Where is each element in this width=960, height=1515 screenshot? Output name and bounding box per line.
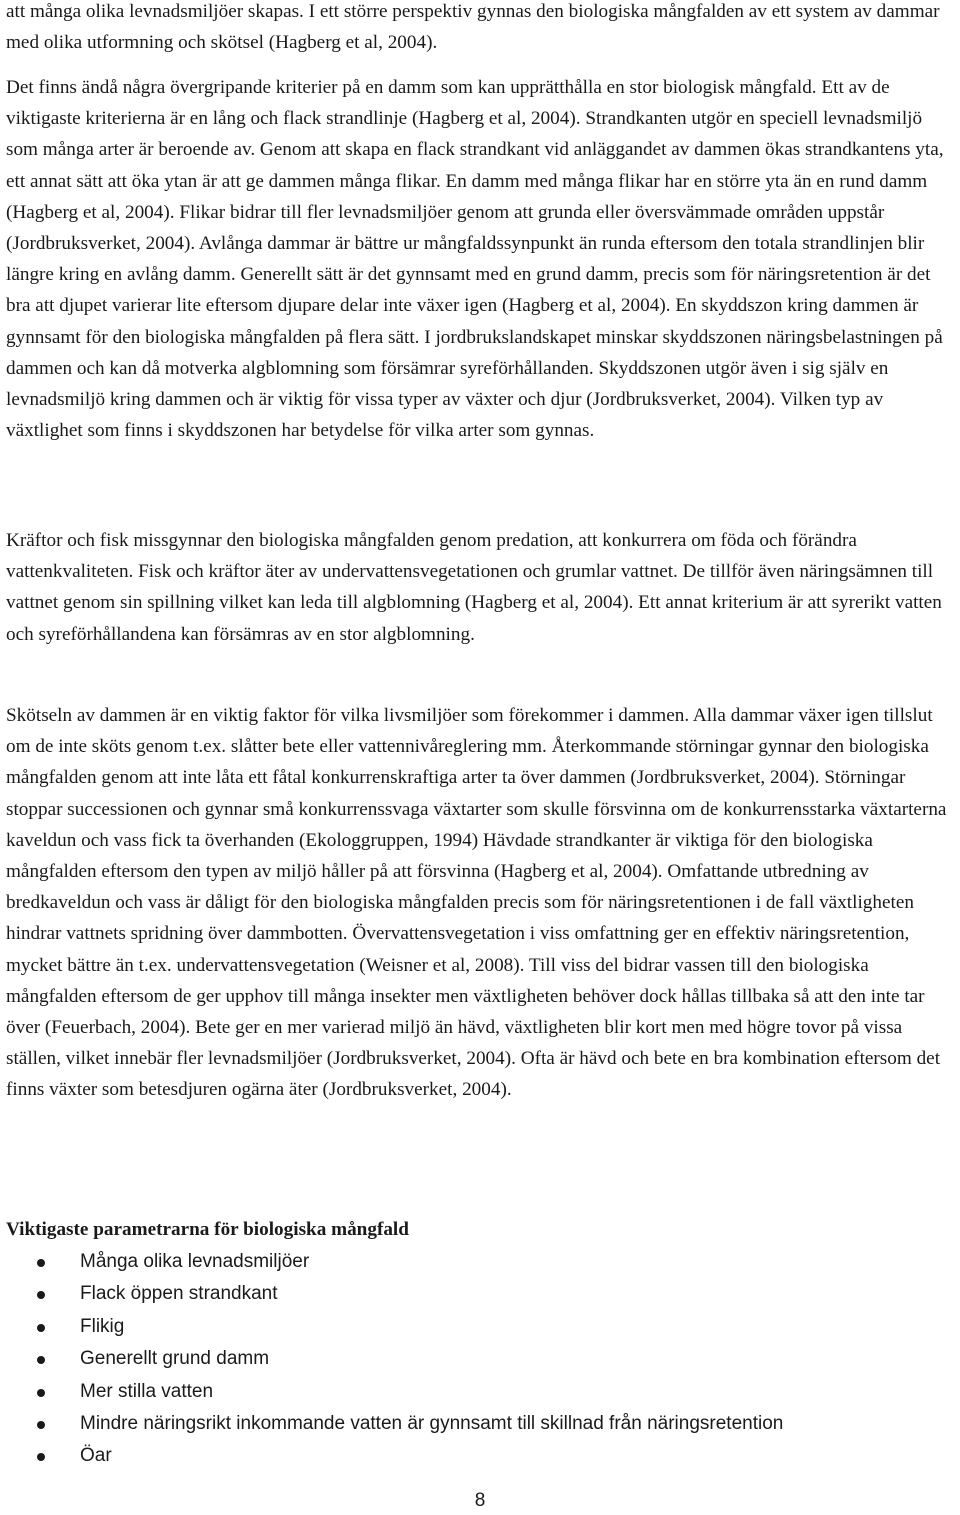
paragraph-fish-crayfish: Kräftor och fisk missgynnar den biologiska mångfalden genom predation, att konkurrera om föda och förändra vattenkvaliteten. Fisk och kräftor äter av undervattensvegetationen och grumlar vattnet. De tillför även näringsämnen till vattnet genom sin spillning vilket kan leda till algblomning (Hagberg et al, 2004). Ett annat kriterium är att syrerikt vatten och syreförhållandena kan försämras av en stor algblomning.	[6, 530, 942, 645]
bullet-icon	[37, 1421, 45, 1429]
list-item	[6, 1408, 783, 1440]
page-number: 8	[474, 1490, 486, 1511]
list-item	[6, 1343, 783, 1375]
list-item-label: Mindre näringsrikt inkommande vatten är gynnsamt till skillnad från näringsretention	[80, 1413, 784, 1435]
list-item	[6, 1246, 783, 1278]
list-item	[6, 1278, 783, 1310]
list-item-label: Många olika levnadsmiljöer	[80, 1251, 310, 1272]
list-item-label: Generellt grund damm	[80, 1348, 270, 1370]
list-item-label: Mer stilla vatten	[80, 1380, 214, 1402]
list-item	[6, 1376, 783, 1408]
paragraph-criteria: Det finns ändå några övergripande kriterier på en damm som kan upprätthålla en stor biologisk mångfald. Ett av de viktigaste kriterierna är en lång och flack strandlinje (Hagberg et al, 2004). Strandkanten utgör en speciell levnadsmiljö som många arter är beroende av. Genom att skapa en flack strandkant vid anläggandet av dammen ökas strandkantens yta, ett annat sätt att öka ytan är att ge dammen många flikar. En damm med många flikar har en större yta än en rund damm (Hagberg et al, 2004). Flikar bidrar till fler levnadsmiljöer genom att grunda eller översvämmade områden uppstår (Jordbruksverket, 2004). Avlånga dammar är bättre ur mångfaldssynpunkt än runda eftersom den totala strandlinjen blir längre kring en avlång damm. Generellt sätt är det gynnsamt med en grund damm, precis som för näringsretention är det bra att djupet varierar lite eftersom djupare delar inte växer igen (Hagberg et al, 2004). En skyddszon kring dammen är gynnsamt för den biologiska mångfalden på flera sätt. I jordbrukslandskapet minskar skyddszonen näringsbelastningen på dammen och kan då motverka algblomning som försämrar syreförhållanden. Skyddszonen utgör även i sig själv en levnadsmiljö kring dammen och är viktig för vissa typer av växter och djur (Jordbruksverket, 2004). Vilken typ av växtlighet som finns i skyddszonen har betydelse för vilka arter som gynnas.	[6, 77, 944, 442]
bullet-icon	[37, 1291, 45, 1299]
bullet-icon	[37, 1259, 45, 1267]
list-item	[6, 1311, 783, 1343]
bullet-icon	[37, 1453, 45, 1461]
bullet-icon	[37, 1324, 45, 1332]
bullet-icon	[37, 1389, 45, 1397]
list-item	[6, 1440, 783, 1472]
list-item-label: Flack öppen strandkant	[80, 1283, 278, 1305]
bullet-icon	[37, 1356, 45, 1364]
paragraph-intro-continuation: att många olika levnadsmiljöer skapas. I ett större perspektiv gynnas den biologiska mångfalden av ett system av dammar med olika utformning och skötsel (Hagberg et al, 2004).	[6, 1, 940, 54]
list-item-label: Flikig	[80, 1315, 125, 1337]
paragraph-management: Skötseln av dammen är en viktig faktor för vilka livsmiljöer som förekommer i dammen. Alla dammar växer igen tillslut om de inte sköts genom t.ex. slåtter bete eller vattennivåreglering mm. Återkommande störningar gynnar den biologiska mångfalden genom att inte låta ett fåtal konkurrenskraftiga arter ta över dammen (Jordbruksverket, 2004). Störningar stoppar successionen och gynnar små konkurrenssvaga växtarter som skulle försvinna om de konkurrensstarka växtarterna kaveldun och vass fick ta överhanden (Ekologgruppen, 1994) Hävdade strandkanter är viktiga för den biologiska mångfalden eftersom den typen av miljö håller på att försvinna (Hagberg et al, 2004). Omfattande utbredning av bredkaveldun och vass är dåligt för den biologiska mångfalden precis som för näringsretentionen i de fall växtligheten hindrar vattnets spridning över dammbotten. Övervattensvegetation i viss omfattning ger en effektiv näringsretention, mycket bättre än t.ex. undervattensvegetation (Weisner et al, 2008). Till viss del bidrar vassen till den biologiska mångfalden eftersom de ger upphov till många insekter men växtligheten behöver dock hållas tillbaka så att den inte tar över (Feuerbach, 2004). Bete ger en mer varierad miljö än hävd, växtligheten blir kort men med högre tovor på vissa ställen, vilket innebär fler levnadsmiljöer (Jordbruksverket, 2004). Ofta är hävd och bete en bra kombination eftersom det finns växter som betesdjuren ogärna äter (Jordbruksverket, 2004).	[6, 705, 947, 1101]
list-item-label: Öar	[80, 1445, 112, 1467]
section-heading: Viktigaste parametrarna för biologiska mångfald	[6, 1219, 409, 1240]
parameter-list	[6, 1246, 783, 1473]
